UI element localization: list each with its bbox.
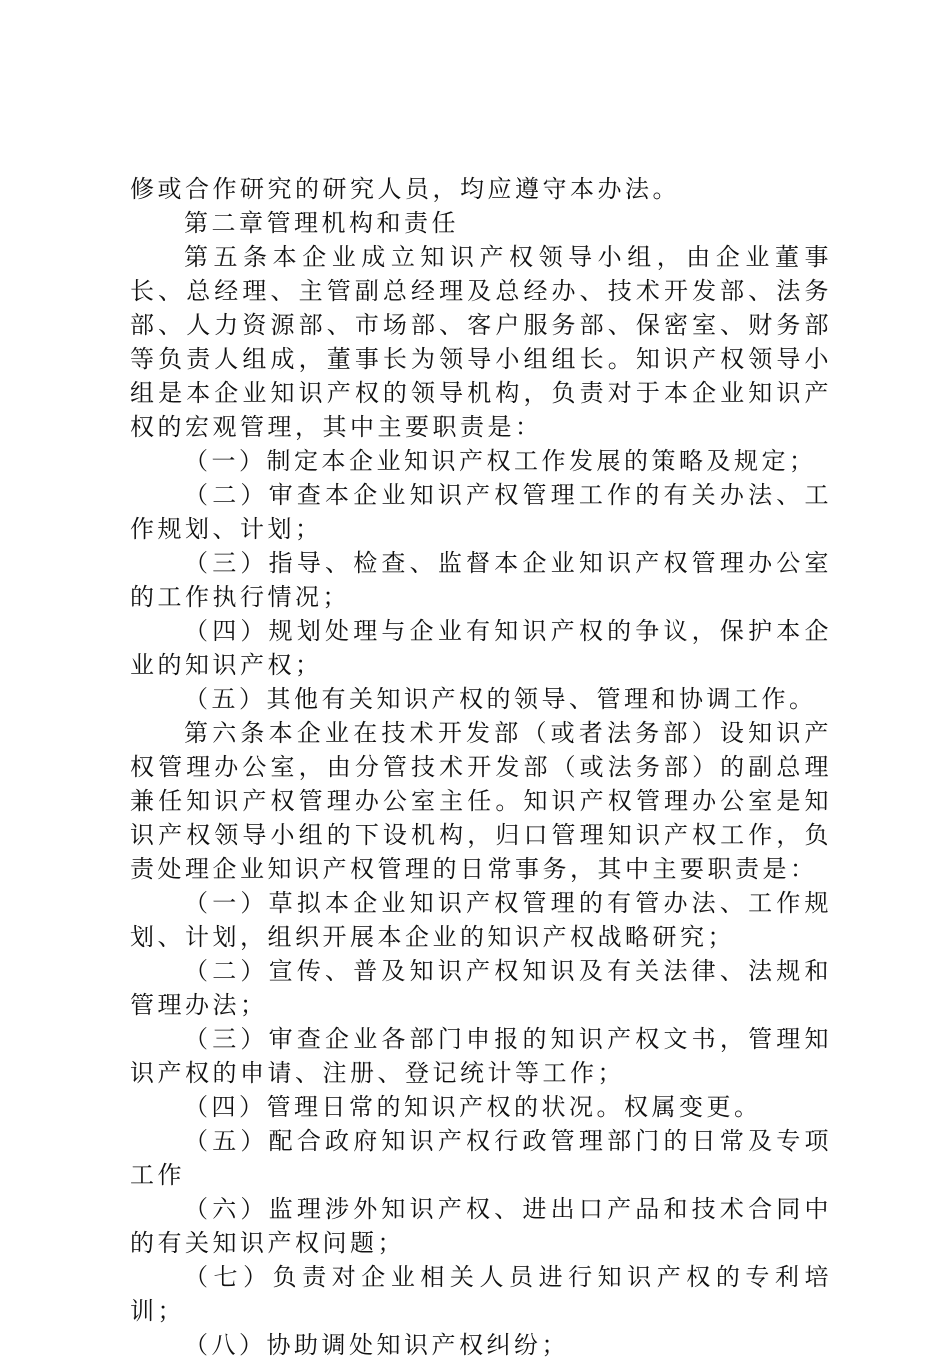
article-5-item-3: （三）指导、检查、监督本企业知识产权管理办公室的工作执行情况； — [130, 549, 832, 611]
article-6-item-2: （二）宣传、普及知识产权知识及有关法律、法规和管理办法； — [130, 957, 832, 1019]
article-5-item-1: （一）制定本企业知识产权工作发展的策略及规定； — [184, 447, 817, 475]
paragraph-continuation: 修或合作研究的研究人员，均应遵守本办法。 — [130, 175, 680, 203]
article-6-item-1: （一）草拟本企业知识产权管理的有管办法、工作规划、计划，组织开展本企业的知识产权战略研究； — [130, 889, 832, 951]
article-6-item-5: （五）配合政府知识产权行政管理部门的日常及专项工作 — [130, 1127, 832, 1189]
article-6-item-4: （四）管理日常的知识产权的状况。权属变更。 — [184, 1093, 762, 1121]
article-6-item-7: （七）负责对企业相关人员进行知识产权的专利培训； — [130, 1263, 832, 1325]
document-body — [130, 172, 832, 1362]
article-6-item-8: （八）协助调处知识产权纠纷； — [184, 1331, 569, 1359]
chapter-heading: 第二章管理机构和责任 — [184, 209, 459, 237]
article-5-item-2: （二）审查本企业知识产权管理工作的有关办法、工作规划、计划； — [130, 481, 832, 543]
article-6-item-3: （三）审查企业各部门申报的知识产权文书，管理知识产权的申请、注册、登记统计等工作； — [130, 1025, 832, 1087]
article-6-item-6: （六）监理涉外知识产权、进出口产品和技术合同中的有关知识产权问题； — [130, 1195, 832, 1257]
article-5-item-5: （五）其他有关知识产权的领导、管理和协调工作。 — [184, 685, 817, 713]
article-5-paragraph: 第五条本企业成立知识产权领导小组，由企业董事长、总经理、主管副总经理及总经办、技术开发部、法务部、人力资源部、市场部、客户服务部、保密室、财务部等负责人组成，董事长为领导小组组长。知识产权领导小组是本企业知识产权的领导机构，负责对于本企业知识产权的宏观管理，其中主要职责是： — [130, 243, 832, 441]
article-6-paragraph: 第六条本企业在技术开发部（或者法务部）设知识产权管理办公室，由分管技术开发部（或法务部）的副总理兼任知识产权管理办公室主任。知识产权管理办公室是知识产权领导小组的下设机构，归口管理知识产权工作，负责处理企业知识产权管理的日常事务，其中主要职责是： — [130, 719, 832, 883]
article-5-item-4: （四）规划处理与企业有知识产权的争议，保护本企业的知识产权； — [130, 617, 832, 679]
